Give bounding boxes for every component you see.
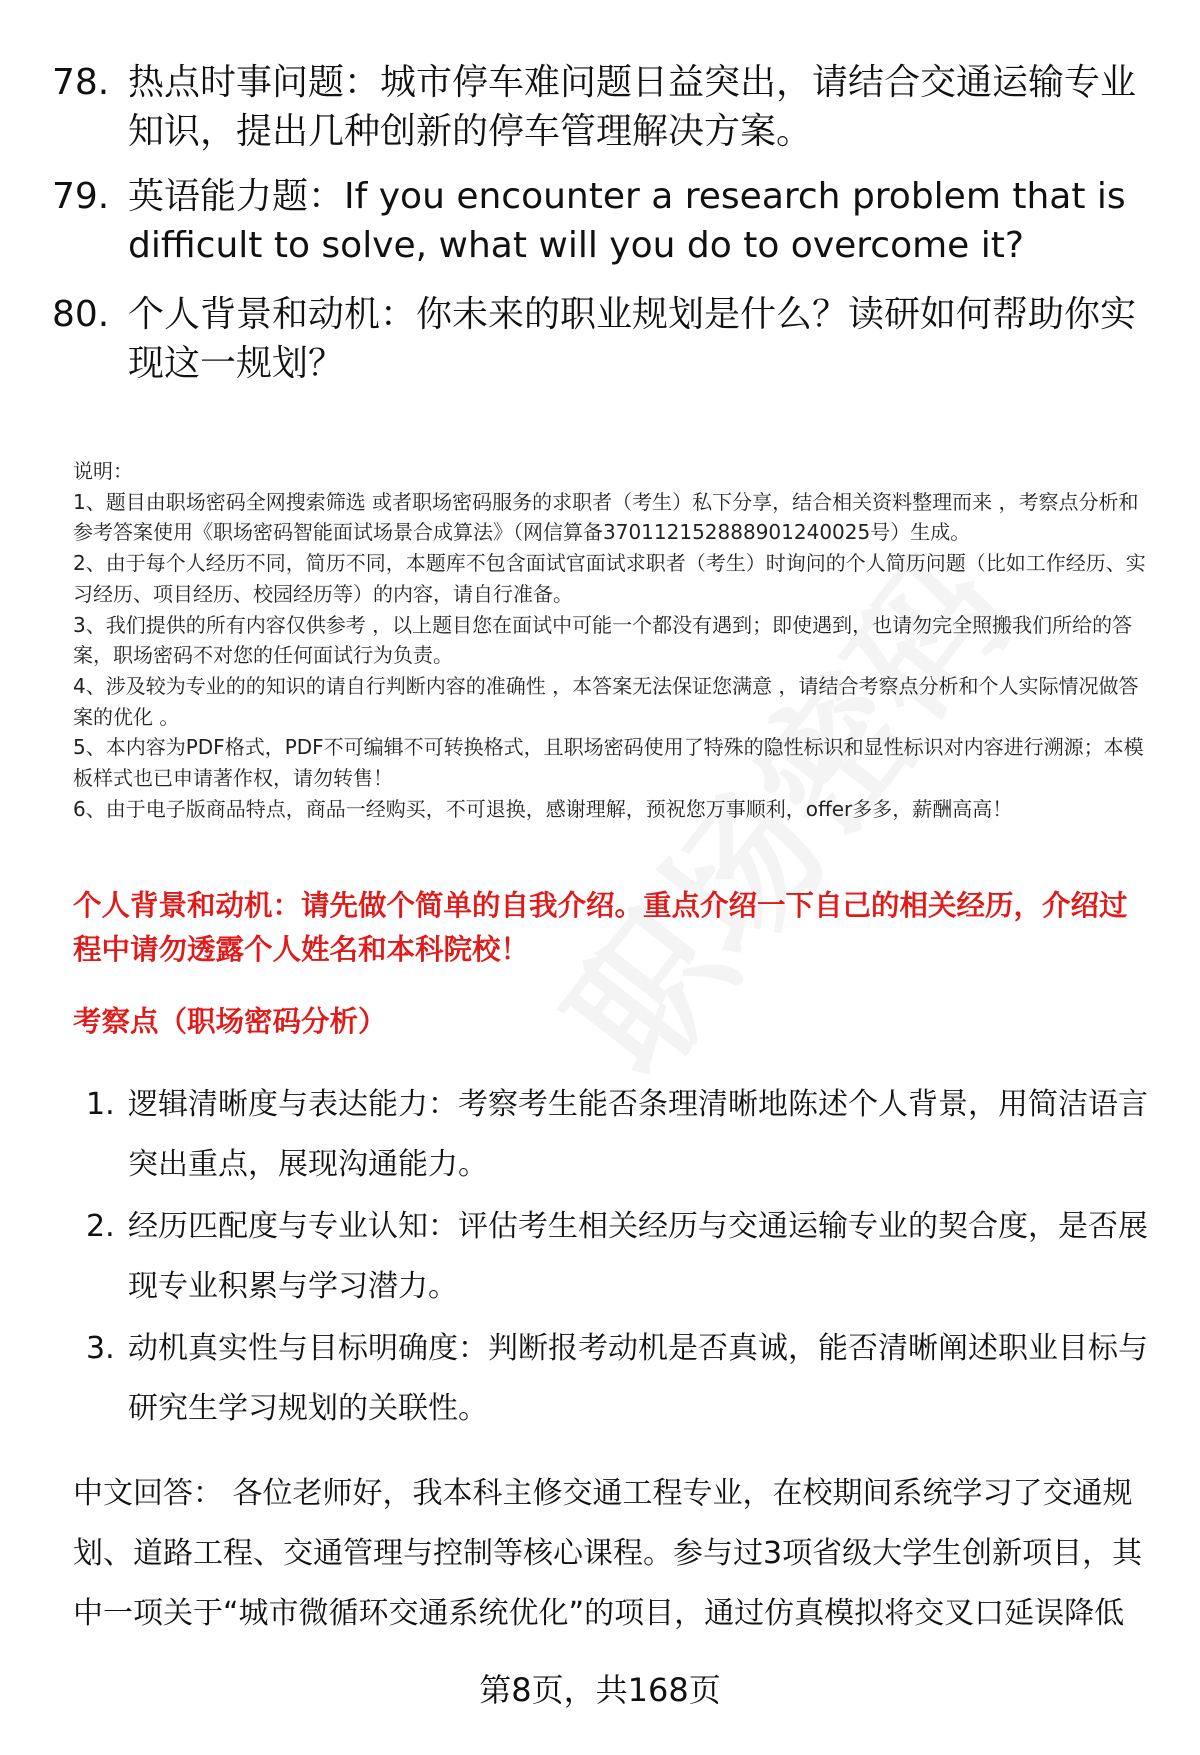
question-79 [52,172,1152,270]
analysis-point [86,1197,1166,1317]
question-text: 热点时事问题：城市停车难问题日益突出，请结合交通运输专业知识，提出几种创新的停车管理解决方案。 [128,62,1137,152]
note-item: 5、本内容为PDF格式，PDF不可编辑不可转换格式，且职场密码使用了特殊的隐性标识和显性标识对内容进行溯源；本模板样式也已申请著作权，请勿转售！ [73,735,1144,791]
analysis-point [86,1319,1166,1439]
question-78 [52,58,1152,156]
analysis-points [86,1075,1166,1441]
note-item: 4、涉及较为专业的的知识的请自行判断内容的准确性 ，本答案无法保证您满意 ，请结合考察点分析和个人实际情况做答案的优化 。 [73,673,1139,729]
answer-text: 中文回答： 各位老师好，我本科主修交通工程专业，在校期间系统学习了交通规划、道路工程、交通管理与控制等核心课程。参与过3项省级大学生创新项目，其中一项关于“城市微循环交通系统优化”的项目，通过仿真模拟将交叉口延误降低 [73,1476,1143,1631]
notes-title: 说明： [73,459,133,483]
point-text: 逻辑清晰度与表达能力：考察考生能否条理清晰地陈述个人背景，用简洁语言突出重点，展现沟通能力。 [128,1087,1148,1182]
question-text: 个人背景和动机：你未来的职业规划是什么？读研如何帮助你实现这一规划？ [128,294,1137,384]
note-item: 1、题目由职场密码全网搜索筛选 或者职场密码服务的求职者（考生）私下分享，结合相关资料整理而来 ，考察点分析和参考答案使用《职场密码智能面试场景合成算法》（网信算备370112152888901240025号）生成。 [73,489,1139,545]
point-number: 1. [86,1087,115,1122]
notes-section [73,456,1158,824]
page-footer: 第8页，共168页 [479,1671,721,1709]
question-text: 英语能力题：If you encounter a research problem that is difficult to solve, what will you do to overcome it? [128,176,1126,266]
current-question: 个人背景和动机：请先做个简单的自我介绍。重点介绍一下自己的相关经历，介绍过程中请勿透露个人姓名和本科院校！ [73,889,1128,966]
point-number: 2. [86,1209,115,1244]
question-number: 79. [52,176,110,217]
point-text: 经历匹配度与专业认知：评估考生相关经历与交通运输专业的契合度，是否展现专业积累与学习潜力。 [128,1209,1148,1304]
point-text: 动机真实性与目标明确度：判断报考动机是否真诚，能否清晰阐述职业目标与研究生学习规划的关联性。 [128,1331,1148,1426]
note-item: 2、由于每个人经历不同，简历不同，本题库不包含面试官面试求职者（考生）时询问的个人简历问题（比如工作经历、实习经历、项目经历、校园经历等）的内容，请自行准备。 [73,551,1146,606]
question-80 [52,290,1152,388]
note-item: 3、我们提供的所有内容仅供参考 ，以上题目您在面试中可能一个都没有遇到；即使遇到，也请勿完全照搬我们所给的答案，职场密码不对您的任何面试行为负责。 [73,612,1133,668]
point-number: 3. [86,1331,115,1366]
question-number: 78. [52,62,110,103]
note-item: 6、由于电子版商品特点，商品一经购买，不可退换，感谢理解，预祝您万事顺利，offer多多，薪酬高高！ [73,796,1013,821]
analysis-heading: 考察点（职场密码分析） [73,1005,387,1038]
analysis-point [86,1075,1166,1195]
question-number: 80. [52,294,110,335]
